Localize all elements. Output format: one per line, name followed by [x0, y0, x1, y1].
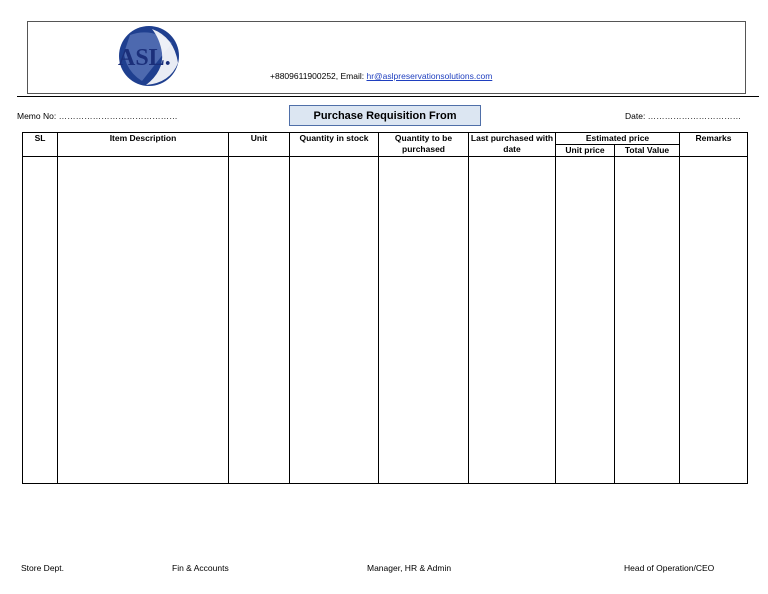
- sl-cell[interactable]: [23, 157, 58, 484]
- header-last-purchased: Last purchased with date: [469, 133, 556, 157]
- quantity-in-stock-cell[interactable]: [290, 157, 379, 484]
- header-remarks: Remarks: [680, 133, 748, 157]
- unit-price-cell[interactable]: [556, 157, 615, 484]
- header-item-description: Item Description: [58, 133, 229, 157]
- header-divider: [17, 96, 759, 97]
- signature-head-operation: Head of Operation/CEO: [624, 563, 715, 573]
- table-body-row: [23, 157, 748, 484]
- contact-line: [270, 71, 492, 81]
- date-field: Date: ……………………………: [625, 111, 742, 121]
- header-quantity-in-stock: Quantity in stock: [290, 133, 379, 157]
- unit-cell[interactable]: [229, 157, 290, 484]
- phone-text: +8809611900252, Email:: [270, 71, 367, 81]
- asl-logo: [112, 23, 186, 89]
- remarks-cell[interactable]: [680, 157, 748, 484]
- signature-fin-accounts: Fin & Accounts: [172, 563, 229, 573]
- svg-text:ASL.: ASL.: [118, 45, 171, 71]
- total-value-cell[interactable]: [615, 157, 680, 484]
- header-unit-price: Unit price: [556, 145, 615, 157]
- header-estimated-price: Estimated price: [556, 133, 680, 145]
- form-title: Purchase Requisition From: [289, 105, 481, 126]
- memo-no-field: Memo No: ……………………………………: [17, 111, 178, 121]
- item-description-cell[interactable]: [58, 157, 229, 484]
- header-sl: SL: [23, 133, 58, 157]
- email-link[interactable]: hr@aslpreservationsolutions.com: [366, 71, 493, 81]
- header-total-value: Total Value: [615, 145, 680, 157]
- requisition-table: [22, 132, 748, 484]
- signature-manager-hr: Manager, HR & Admin: [367, 563, 452, 573]
- header-row: [23, 133, 748, 145]
- signature-store-dept: Store Dept.: [21, 563, 64, 573]
- header-unit: Unit: [229, 133, 290, 157]
- quantity-to-be-purchased-cell[interactable]: [379, 157, 469, 484]
- last-purchased-cell[interactable]: [469, 157, 556, 484]
- header-quantity-to-be-purchased: Quantity to be purchased: [379, 133, 469, 157]
